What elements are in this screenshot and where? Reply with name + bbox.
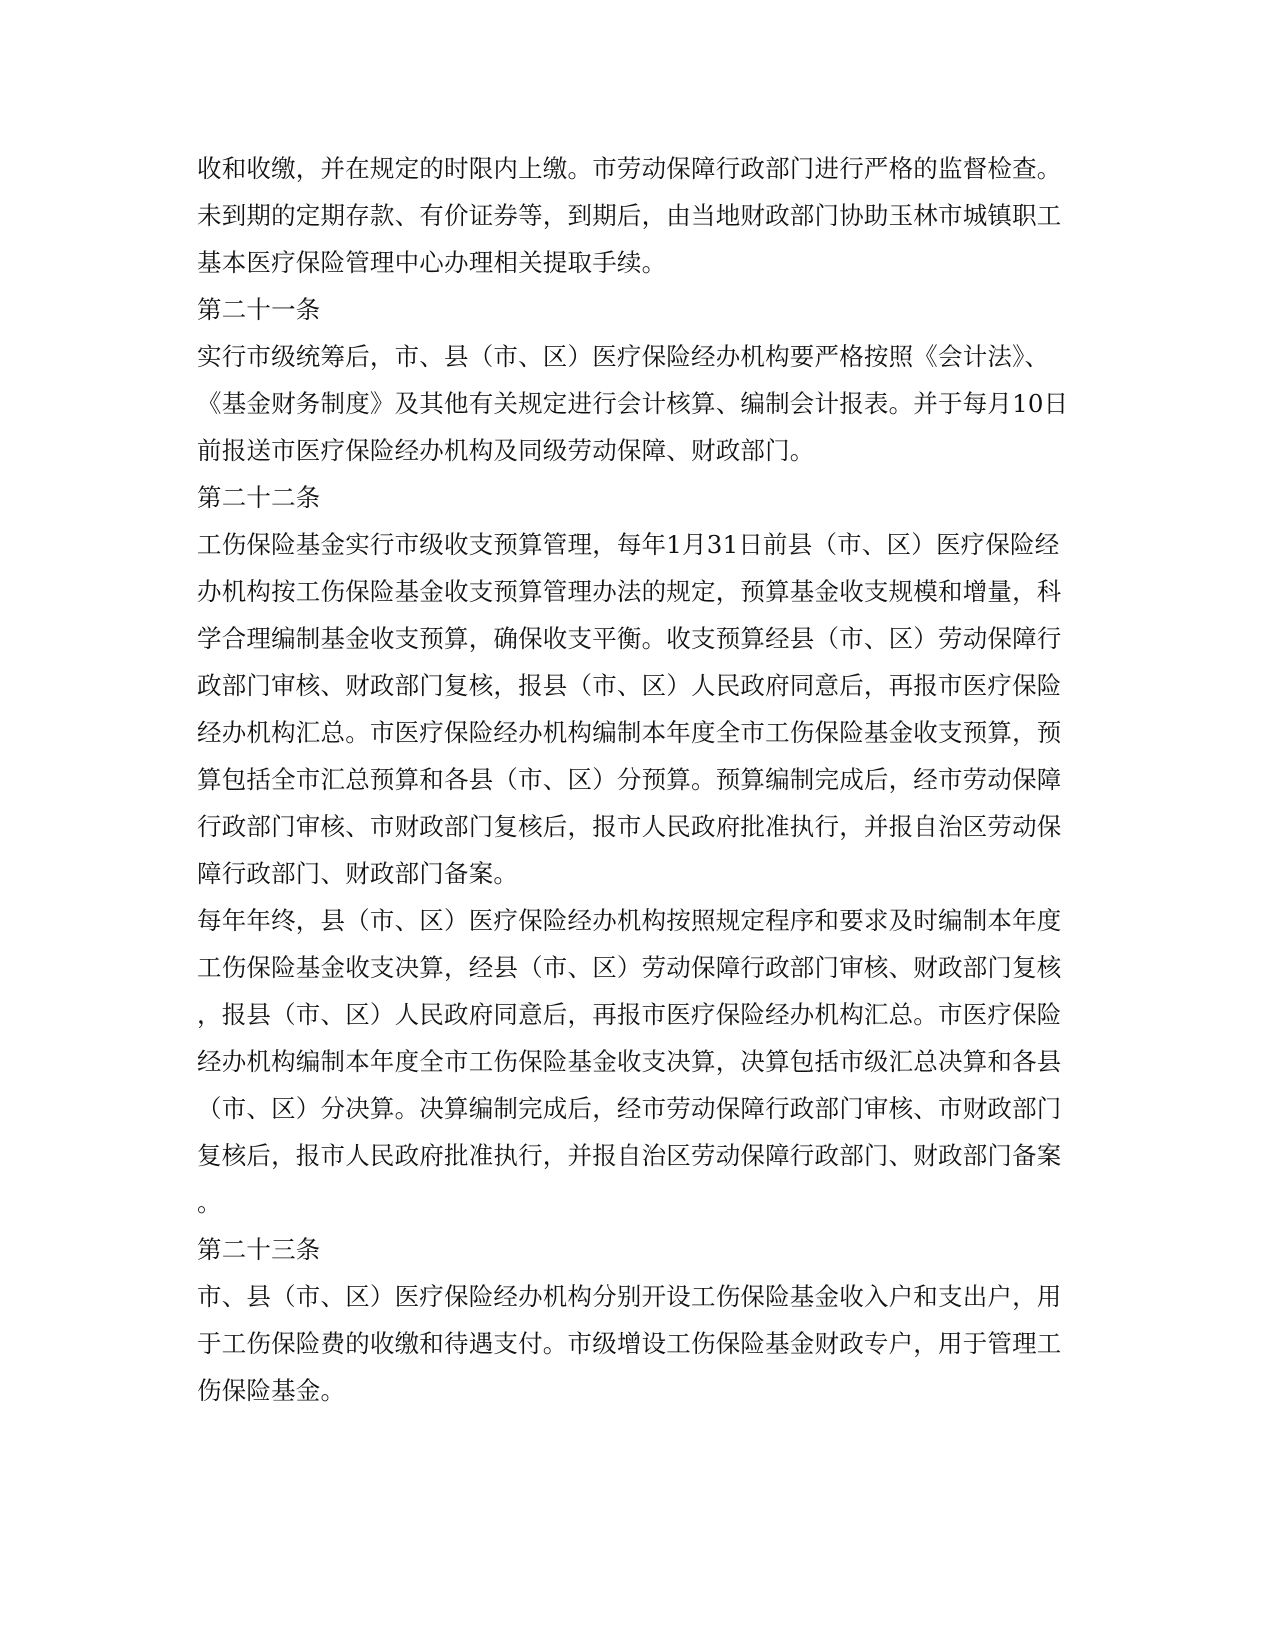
text-line: 。 [197,1188,222,1217]
text-line: 实行市级统筹后，市、县（市、区）医疗保险经办机构要严格按照《会计法》、 [197,342,1050,371]
text-line: 工伤保险基金实行市级收支预算管理，每年1月31日前县（市、区）医疗保险经 [197,530,1060,559]
text-line: 算包括全市汇总预算和各县（市、区）分预算。预算编制完成后，经市劳动保障 [197,765,1062,794]
article-heading: 第二十三条 [197,1235,321,1264]
article-heading: 第二十二条 [197,483,321,512]
text-line: 政部门审核、财政部门复核，报县（市、区）人民政府同意后，再报市医疗保险 [197,671,1062,700]
text-line: 障行政部门、财政部门备案。 [197,859,519,888]
text-line: 收和收缴，并在规定的时限内上缴。市劳动保障行政部门进行严格的监督检查。 [197,154,1062,183]
text-line: 办机构按工伤保险基金收支预算管理办法的规定，预算基金收支规模和增量，科 [197,577,1062,606]
article-heading: 第二十一条 [197,295,321,324]
text-line: 经办机构编制本年度全市工伤保险基金收支决算，决算包括市级汇总决算和各县 [197,1047,1062,1076]
text-line: 基本医疗保险管理中心办理相关提取手续。 [197,248,667,277]
text-line: 复核后，报市人民政府批准执行，并报自治区劳动保障行政部门、财政部门备案 [197,1141,1062,1170]
text-line: 于工伤保险费的收缴和待遇支付。市级增设工伤保险基金财政专户，用于管理工 [197,1329,1062,1358]
text-line: 伤保险基金。 [197,1376,346,1405]
text-line: （市、区）分决算。决算编制完成后，经市劳动保障行政部门审核、市财政部门 [197,1094,1062,1123]
text-line: 每年年终，县（市、区）医疗保险经办机构按照规定程序和要求及时编制本年度 [197,906,1062,935]
text-line: 学合理编制基金收支预算，确保收支平衡。收支预算经县（市、区）劳动保障行 [197,624,1062,653]
text-line: 未到期的定期存款、有价证券等，到期后，由当地财政部门协助玉林市城镇职工 [197,201,1062,230]
text-line: 前报送市医疗保险经办机构及同级劳动保障、财政部门。 [197,436,815,465]
text-line: 工伤保险基金收支决算，经县（市、区）劳动保障行政部门审核、财政部门复核 [197,953,1062,982]
text-line: 市、县（市、区）医疗保险经办机构分别开设工伤保险基金收入户和支出户，用 [197,1282,1062,1311]
text-line: 《基金财务制度》及其他有关规定进行会计核算、编制会计报表。并于每月10日 [197,389,1069,418]
text-line: 经办机构汇总。市医疗保险经办机构编制本年度全市工伤保险基金收支预算，预 [197,718,1062,747]
text-line: ，报县（市、区）人民政府同意后，再报市医疗保险经办机构汇总。市医疗保险 [197,1000,1062,1029]
text-line: 行政部门审核、市财政部门复核后，报市人民政府批准执行，并报自治区劳动保 [197,812,1062,841]
